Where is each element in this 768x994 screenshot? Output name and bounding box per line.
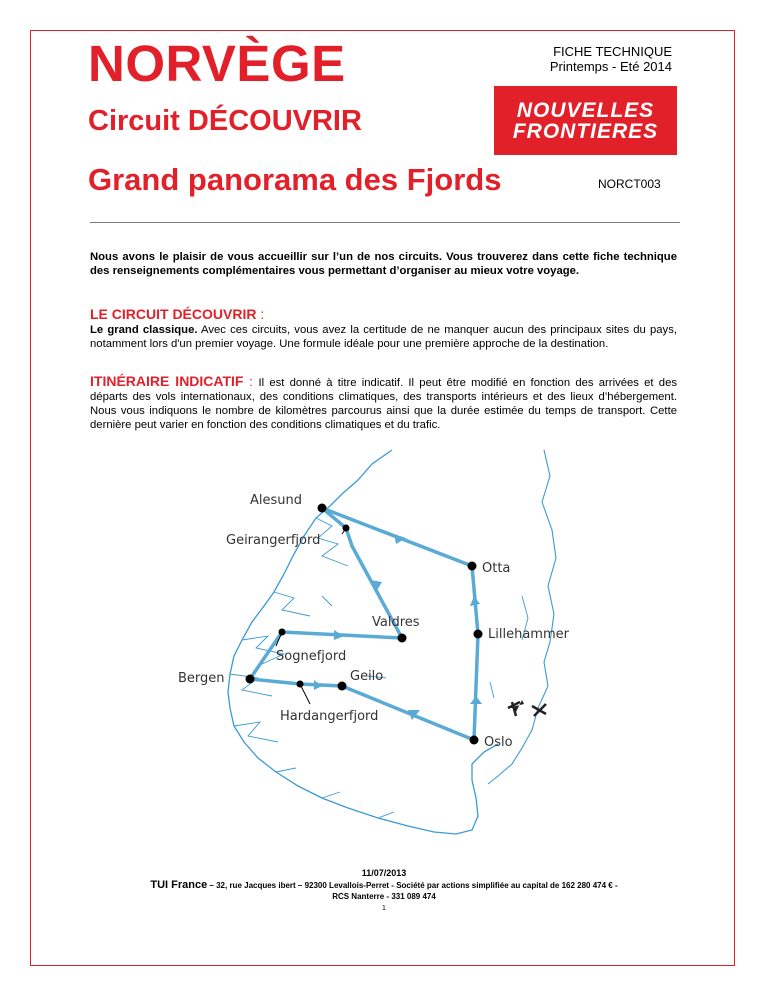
logo-line-2: FRONTIERES [512, 120, 659, 143]
footer-address: – 32, rue Jacques ibert – 92300 Levallois-Perret - Société par actions simplifiée au capital de 162 280 474 € - [207, 881, 618, 890]
dot-oslo [470, 736, 479, 745]
label-lillehammer: Lillehammer [488, 627, 569, 642]
product-code: NORCT003 [598, 177, 661, 191]
leader-lines [276, 528, 346, 704]
fiche-label: FICHE TECHNIQUE [553, 44, 672, 59]
label-otta: Otta [482, 561, 511, 576]
country-title: NORVÈGE [88, 35, 346, 92]
footer-company: TUI France [150, 879, 208, 891]
label-sognefjord: Sognefjord [276, 649, 347, 664]
circuit-prefix: Circuit [88, 105, 180, 137]
itinerary-text: Il est donné à titre indicatif. Il peut être modifié en fonction des arrivées et des départs des vols internationaux, des conditions climatiques, des transports intérieurs et des lieux d’hébergement. Nous vous indiquons le nombre de kilomètres parcourus ainsi que la durée estimée du temps de transport. Cette dernière peut varier en fonction des conditions climatiques et du trafic. [90, 377, 677, 431]
dot-lillehammer [474, 630, 483, 639]
dot-geilo [338, 682, 347, 691]
label-valdres: Valdres [372, 615, 420, 630]
tour-title: Grand panorama des Fjords [88, 162, 502, 197]
label-bergen: Bergen [178, 671, 225, 686]
intro-paragraph: Nous avons le plaisir de vous accueillir sur l’un de nos circuits. Vous trouverez dans cette fiche technique des renseignements complémentaires vous permettant d’organiser au mieux votre voyage. [90, 251, 677, 277]
itinerary-section [90, 374, 677, 432]
dot-otta [468, 562, 477, 571]
fiche-header [550, 44, 672, 74]
dot-bergen [246, 675, 255, 684]
itinerary-colon: : [243, 374, 259, 389]
label-alesund: Alesund [250, 493, 303, 508]
dot-alesund [318, 504, 327, 513]
circuit-type: DÉCOUVRIR [187, 105, 362, 137]
circuit-section-body: Avec ces circuits, vous avez la certitude de ne manquer aucun des principaux sites du pays, notamment lors d'un premier voyage. Une formule idéale pour une première approche de la destination. [90, 324, 677, 350]
circuit-section-text [90, 323, 677, 351]
fjord-details [230, 518, 394, 818]
footer-date: 11/07/2013 [361, 868, 407, 878]
label-oslo: Oslo [484, 735, 513, 750]
logo-line-1: NOUVELLES [516, 99, 655, 122]
circuit-section-lead: Le grand classique. [90, 324, 198, 336]
header-divider [90, 222, 680, 223]
border-line [488, 450, 556, 784]
label-geilo: Geilo [350, 669, 384, 684]
label-hardangerfjord: Hardangerfjord [280, 709, 379, 724]
circuit-section-heading [90, 306, 264, 322]
itinerary-heading: ITINÉRAIRE INDICATIF [90, 373, 244, 389]
itinerary-map [172, 446, 612, 858]
dot-valdres [398, 634, 407, 643]
footer-rcs: RCS Nanterre - 331 089 474 [332, 892, 436, 901]
season-label: Printemps - Eté 2014 [549, 59, 672, 74]
page-number: 1 [382, 905, 386, 912]
footer-address-block [0, 880, 768, 902]
circuit-section-colon: : [260, 306, 265, 322]
brand-logo [494, 86, 677, 155]
circuit-section-title: LE CIRCUIT DÉCOUVRIR [90, 306, 257, 322]
circuit-subtitle [88, 107, 362, 136]
label-geirangerfjord: Geirangerfjord [226, 533, 321, 548]
